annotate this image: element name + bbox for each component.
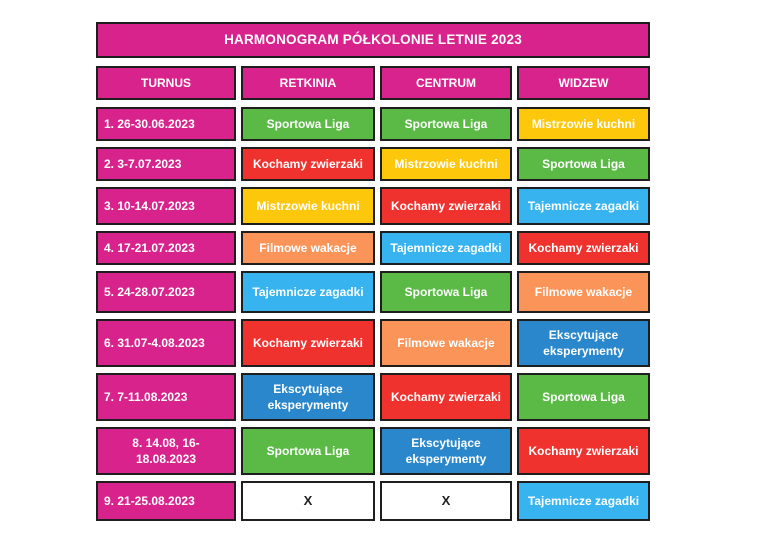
activity-cell: Sportowa Liga: [380, 107, 512, 141]
activity-cell: Ekscytujące eksperymenty: [241, 373, 375, 421]
activity-cell: Sportowa Liga: [517, 373, 650, 421]
activity-cell: Mistrzowie kuchni: [380, 147, 512, 181]
activity-cell: Kochamy zwierzaki: [241, 319, 375, 367]
activity-cell: Kochamy zwierzaki: [517, 427, 650, 475]
turnus-cell: 5. 24-28.07.2023: [96, 271, 236, 313]
activity-cell: Kochamy zwierzaki: [241, 147, 375, 181]
activity-cell: Kochamy zwierzaki: [517, 231, 650, 265]
activity-cell: Kochamy zwierzaki: [380, 373, 512, 421]
activity-cell: Mistrzowie kuchni: [517, 107, 650, 141]
activity-cell: Ekscytujące eksperymenty: [517, 319, 650, 367]
turnus-cell: 3. 10-14.07.2023: [96, 187, 236, 225]
activity-cell: Filmowe wakacje: [241, 231, 375, 265]
turnus-cell: 1. 26-30.06.2023: [96, 107, 236, 141]
page-title: HARMONOGRAM PÓŁKOLONIE LETNIE 2023: [96, 22, 650, 58]
empty-slot-cell: X: [241, 481, 375, 521]
turnus-cell: 9. 21-25.08.2023: [96, 481, 236, 521]
activity-cell: Kochamy zwierzaki: [380, 187, 512, 225]
column-header-widzew: WIDZEW: [517, 66, 650, 100]
activity-cell: Ekscytujące eksperymenty: [380, 427, 512, 475]
turnus-cell: 2. 3-7.07.2023: [96, 147, 236, 181]
activity-cell: Tajemnicze zagadki: [380, 231, 512, 265]
turnus-cell: 6. 31.07-4.08.2023: [96, 319, 236, 367]
activity-cell: Sportowa Liga: [241, 427, 375, 475]
activity-cell: Tajemnicze zagadki: [517, 481, 650, 521]
column-header-turnus: TURNUS: [96, 66, 236, 100]
activity-cell: Sportowa Liga: [517, 147, 650, 181]
turnus-cell: 7. 7-11.08.2023: [96, 373, 236, 421]
turnus-cell: 8. 14.08, 16-18.08.2023: [96, 427, 236, 475]
empty-slot-cell: X: [380, 481, 512, 521]
column-header-retkinia: RETKINIA: [241, 66, 375, 100]
activity-cell: Tajemnicze zagadki: [517, 187, 650, 225]
turnus-cell: 4. 17-21.07.2023: [96, 231, 236, 265]
activity-cell: Sportowa Liga: [380, 271, 512, 313]
column-header-centrum: CENTRUM: [380, 66, 512, 100]
activity-cell: Mistrzowie kuchni: [241, 187, 375, 225]
activity-cell: Filmowe wakacje: [380, 319, 512, 367]
activity-cell: Sportowa Liga: [241, 107, 375, 141]
activity-cell: Filmowe wakacje: [517, 271, 650, 313]
activity-cell: Tajemnicze zagadki: [241, 271, 375, 313]
